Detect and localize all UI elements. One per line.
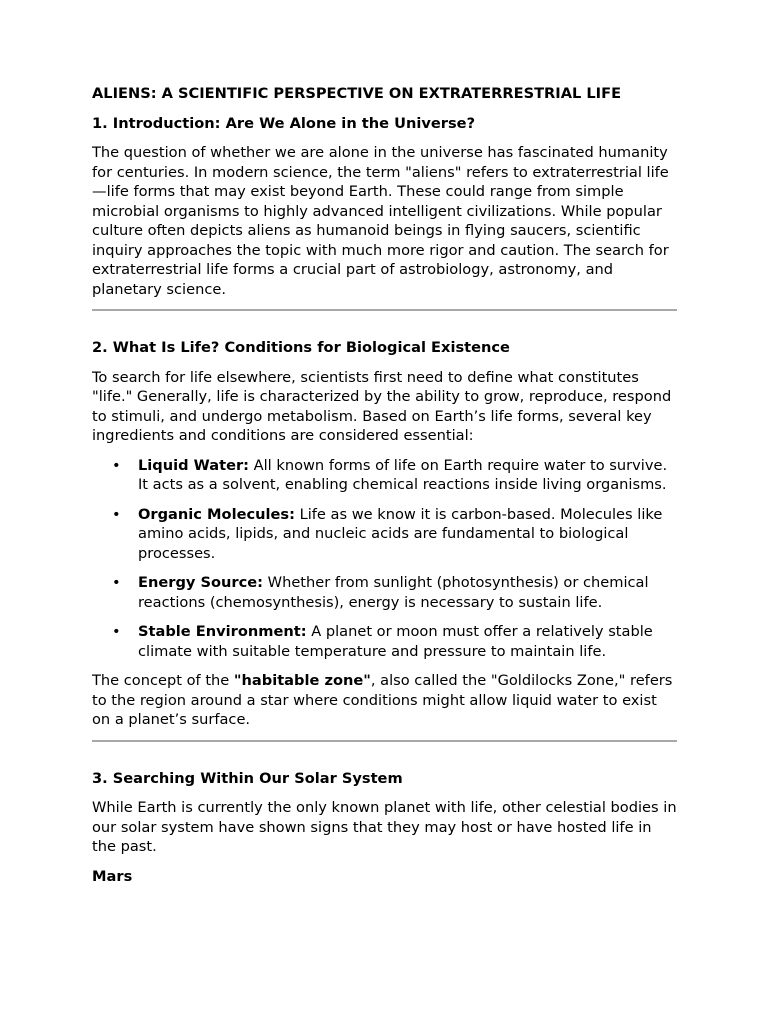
habitable-zone-term: "habitable zone" — [233, 672, 371, 689]
section-divider — [92, 309, 677, 311]
document-content — [92, 84, 677, 886]
list-item-text: A planet or moon must offer a relatively stable climate with suitable temperature and pressure to maintain life. — [138, 623, 653, 660]
section-2-heading: 2. What Is Life? Conditions for Biological Existence — [92, 339, 510, 356]
mars-subheading: Mars — [92, 867, 133, 885]
document-title: ALIENS: A SCIENTIFIC PERSPECTIVE ON EXTRATERRESTRIAL LIFE — [92, 85, 622, 102]
list-item-text: Life as we know it is carbon-based. Molecules like amino acids, lipids, and nucleic acids are fundamental to biological processes. — [138, 505, 663, 562]
list-item-text: All known forms of life on Earth require water to survive. It acts as a solvent, enabling chemical reactions inside living organisms. — [138, 456, 668, 493]
conditions-list — [92, 456, 677, 662]
list-item — [92, 505, 677, 564]
section-3-heading: 3. Searching Within Our Solar System — [92, 769, 403, 787]
habitable-zone-text-before: The concept of the — [92, 672, 234, 689]
section-2-intro-paragraph: To search for life elsewhere, scientists first need to define what constitutes "life." Generally, life is characterized by the ability to grow, reproduce, respond to stimuli, and undergo metabolism. Based on Earth’s life forms, several key ingredients and conditions are considered essential: — [92, 368, 672, 444]
list-item-text: Whether from sunlight (photosynthesis) or chemical reactions (chemosynthesis), energy is necessary to sustain life. — [138, 574, 649, 611]
list-item-term: Liquid Water: — [138, 456, 249, 474]
section-3-paragraph: While Earth is currently the only known planet with life, other celestial bodies in our solar system have shown signs that they may host or have hosted life in the past. — [92, 799, 677, 855]
list-item-term: Energy Source: — [138, 574, 264, 591]
list-item-term: Stable Environment: — [138, 623, 307, 640]
list-item — [92, 456, 677, 495]
section-divider — [92, 740, 677, 742]
list-item — [92, 622, 677, 661]
section-1-heading: 1. Introduction: Are We Alone in the Universe? — [92, 114, 476, 132]
list-item-term: Organic Molecules: — [138, 505, 295, 523]
list-item — [92, 573, 677, 612]
habitable-zone-text-after: , also called the "Goldilocks Zone," refers to the region around a star where conditions might allow liquid water to exist on a planet’s surface. — [92, 672, 673, 728]
habitable-zone-paragraph — [92, 671, 677, 730]
section-1-paragraph: The question of whether we are alone in the universe has fascinated humanity for centuries. In modern science, the term "aliens" refers to extraterrestrial life—life forms that may exist beyond Earth. These could range from simple microbial organisms to highly advanced intelligent civilizations. While popular culture often depicts aliens as humanoid beings in flying saucers, scientific inquiry approaches the topic with much more rigor and caution. The search for extraterrestrial life forms a crucial part of astrobiology, astronomy, and planetary science. — [92, 144, 669, 298]
